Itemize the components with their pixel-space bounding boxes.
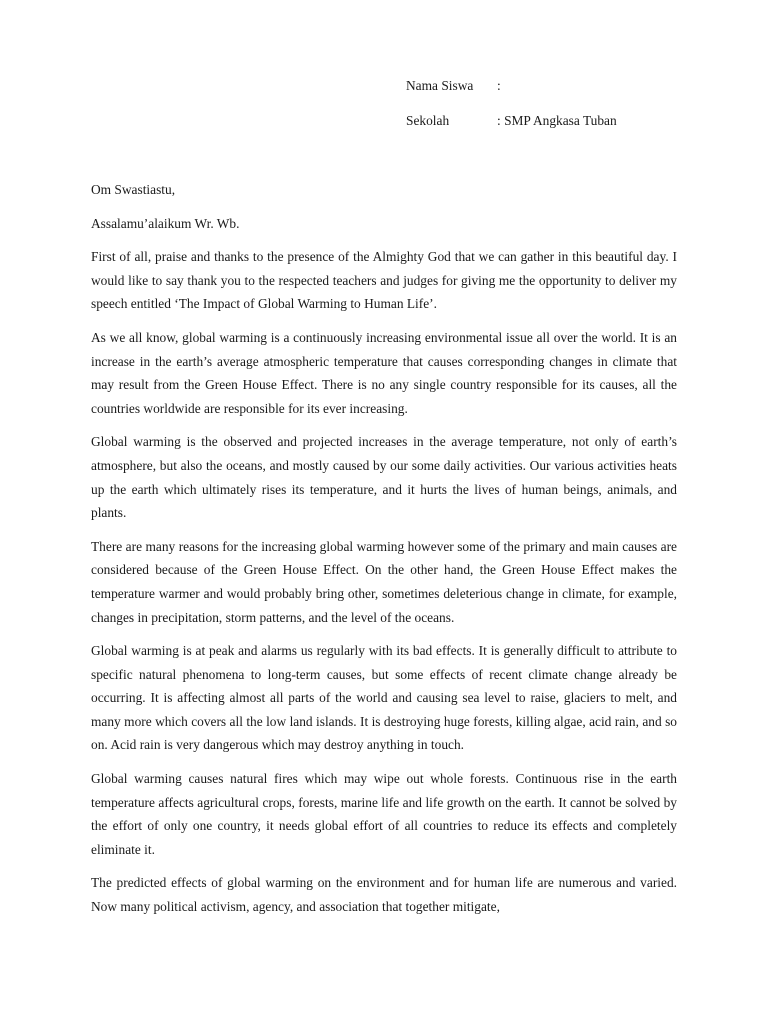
school-label: Sekolah bbox=[406, 113, 450, 128]
student-name-row bbox=[406, 78, 746, 98]
paragraph-opening: First of all, praise and thanks to the presence of the Almighty God that we can gather in this beautiful day. I would like to say thank you to the respected teachers and judges for giving me the opportunity to deliver my speech entitled ‘The Impact of Global Warming to Human Life’. bbox=[91, 249, 677, 312]
student-name-value: : bbox=[497, 78, 501, 93]
paragraph-definition: As we all know, global warming is a continuously increasing environmental issue all over the world. It is an increase in the earth’s average atmospheric temperature that causes corresponding changes in climate that may result from the Green House Effect. There is no any single country responsible for its causes, all the countries worldwide are responsible for its ever increasing. bbox=[91, 329, 677, 416]
greeting-muslim: Assalamu’alaikum Wr. Wb. bbox=[91, 215, 240, 231]
speech-body bbox=[91, 178, 677, 929]
paragraph-causes: There are many reasons for the increasing global warming however some of the primary and main causes are considered because of the Green House Effect. On the other hand, the Green House Effect makes the temperature warmer and would probably bring other, sometimes deleterious change in climate, for example, changes in precipitation, storm patterns, and the level of the oceans. bbox=[91, 538, 677, 625]
greeting-hindu: Om Swastiastu, bbox=[91, 182, 176, 197]
paragraph-predicted-effects: The predicted effects of global warming on the environment and for human life are numerous and varied. Now many political activism, agency, and association that together mitigate, bbox=[91, 875, 677, 915]
paragraph-observed-increase: Global warming is the observed and projected increases in the average temperature, not only of earth’s atmosphere, but also the oceans, and mostly caused by our some daily activities. Our various activities heats up the earth which ultimately rises its temperature, and it hurts the lives of human beings, animals, and plants. bbox=[91, 434, 677, 521]
paragraph-natural-fires: Global warming causes natural fires which may wipe out whole forests. Continuous rise in the earth temperature affects agricultural crops, forests, marine life and life growth on the earth. It cannot be solved by the effort of only one country, it needs global effort of all countries to reduce its effects and completely eliminate it. bbox=[91, 771, 677, 857]
student-name-label: Nama Siswa bbox=[406, 78, 474, 93]
school-value: : SMP Angkasa Tuban bbox=[497, 113, 617, 128]
student-info-header bbox=[406, 78, 746, 133]
paragraph-effects: Global warming is at peak and alarms us regularly with its bad effects. It is generally difficult to attribute to specific natural phenomena to long-term causes, but some effects of recent climate change already be occurring. It is affecting almost all parts of the world and causing sea level to raise, glaciers to melt, and many more which covers all the low land islands. It is destroying huge forests, killing algae, acid rain, and so on. Acid rain is very dangerous which may destroy anything in touch. bbox=[91, 643, 677, 753]
school-row bbox=[406, 113, 746, 133]
